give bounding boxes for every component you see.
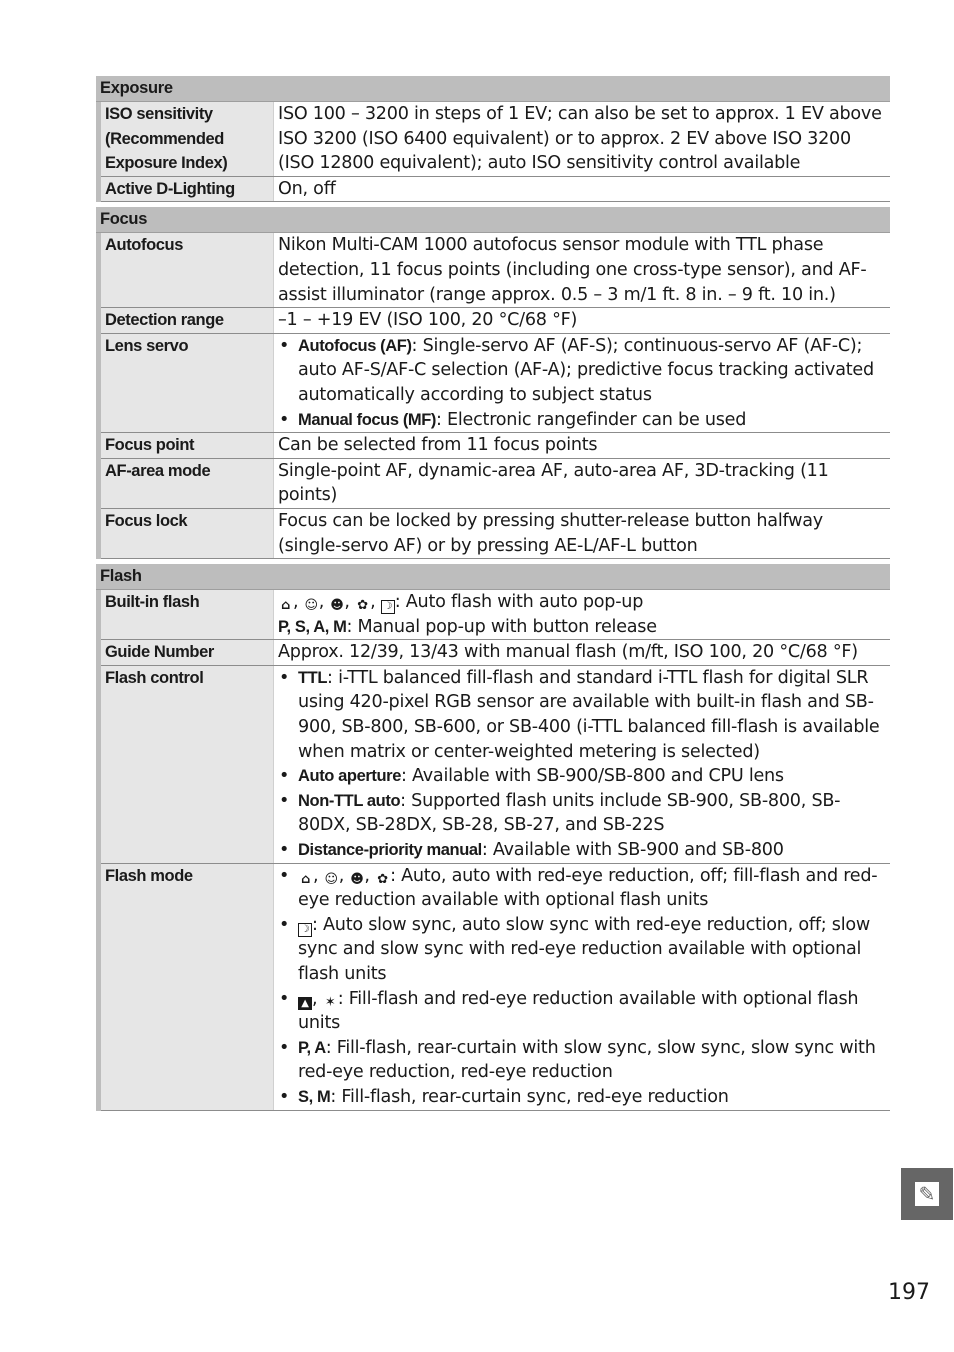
spec-row-guide-number xyxy=(101,640,890,666)
builtin-line-1-text: : Auto flash with auto pop-up xyxy=(394,592,644,613)
row-label: Lens servo xyxy=(101,334,274,432)
list-item xyxy=(278,334,890,408)
row-value: Approx. 12/39, 13/43 with manual flash (m/ft, ISO 100, 20 °C/68 °F) xyxy=(278,642,858,663)
row-label: Guide Number xyxy=(101,640,274,665)
list-item xyxy=(278,666,890,764)
section-title: Exposure xyxy=(96,76,890,102)
sports-mode-icon: ✶ xyxy=(324,994,336,1010)
row-value: ISO 100 – 3200 in steps of 1 EV; can also be set to approx. 1 EV above ISO 3200 (ISO 6400 equivalent) or to approx. 2 EV above ISO 3200 (ISO 12800 equivalent); auto ISO sensitivity control available xyxy=(278,104,882,174)
row-label: Detection range xyxy=(101,308,274,333)
item-text: : Available with SB-900 and SB-800 xyxy=(481,840,784,861)
close-up-mode-icon: ✿ xyxy=(377,871,388,887)
row-value: –1 – +19 EV (ISO 100, 20 °C/68 °F) xyxy=(278,310,578,331)
spec-row-active-d-lighting xyxy=(101,177,890,203)
row-label: Built-in flash xyxy=(101,590,274,639)
spec-row-detection-range xyxy=(101,308,890,334)
auto-mode-icon: ⌂ xyxy=(280,598,291,614)
spec-row-lens-servo xyxy=(101,334,890,433)
item-key: Manual focus (MF) xyxy=(298,410,437,429)
night-portrait-mode-icon: ☽ xyxy=(298,923,312,937)
row-value: On, off xyxy=(278,178,336,199)
list-item: • ⌂ , ☺, ☻, ✿ : Auto, auto with red-eye reduction, off; fill-flash and red-eye reduction available with optional flash units xyxy=(278,864,890,913)
section-title: Focus xyxy=(96,207,890,233)
bullet-list xyxy=(278,864,890,1110)
row-label: AF-area mode xyxy=(101,459,274,508)
spec-row-focus-lock xyxy=(101,509,890,559)
spec-table xyxy=(96,76,890,1116)
row-label: Autofocus xyxy=(101,233,274,307)
item-text: : i-TTL balanced fill-flash and standard i-TTL flash for digital SLR using 420-pixel RGB sensor are available with built-in flash and SB-900, SB-800, SB-600, or SB-400 (i-TTL balanced fill-flash is available when matrix or center-weighted metering is selected) xyxy=(298,667,880,762)
portrait-mode-icon: ☺ xyxy=(324,871,338,887)
row-value: Single-point AF, dynamic-area AF, auto-area AF, 3D-tracking (11 points) xyxy=(278,460,829,506)
spec-row-af-area-mode xyxy=(101,459,890,509)
landscape-mode-icon: ▲ xyxy=(298,997,312,1010)
list-item xyxy=(278,764,890,789)
item-text: : Single-servo AF (AF-S); continuous-servo AF (AF-C); auto AF-S/AF-C selection (AF-A); predictive focus tracking activated automatically according to subject status xyxy=(298,335,874,405)
list-item xyxy=(278,913,890,987)
item-key: Auto aperture xyxy=(298,767,401,786)
row-label: ISO sensitivity (Recommended Exposure Index) xyxy=(101,102,274,176)
list-item xyxy=(278,838,890,863)
spec-row-iso-sensitivity xyxy=(101,102,890,177)
portrait-mode-icon: ☺ xyxy=(304,598,318,614)
item-text: : Fill-flash and red-eye reduction available with optional flash units xyxy=(298,988,859,1034)
item-key: P, S, A, M xyxy=(278,617,347,636)
row-label: Focus lock xyxy=(101,509,274,558)
reference-tab-marker xyxy=(901,1168,953,1220)
item-key: Distance-priority manual xyxy=(298,841,482,860)
list-item xyxy=(278,789,890,838)
spec-row-flash-mode xyxy=(101,864,890,1111)
builtin-line-2 xyxy=(278,615,890,640)
list-item xyxy=(278,1085,890,1110)
pencil-icon: ✎ xyxy=(915,1182,939,1206)
row-value: Can be selected from 11 focus points xyxy=(278,435,598,456)
child-mode-icon: ☻ xyxy=(330,598,344,614)
item-key: Non-TTL auto xyxy=(298,791,401,810)
spec-row-flash-control xyxy=(101,666,890,864)
builtin-line-1: ⌂ , ☺, ☻, ✿ , ☽ : Auto flash with auto pop-up xyxy=(278,590,890,615)
row-value: Nikon Multi-CAM 1000 autofocus sensor module with TTL phase detection, 11 focus points (including one cross-type sensor), and AF-assist illuminator (range approx. 0.5 – 3 m/1 ft. 8 in. – 9 ft. 10 in.) xyxy=(278,235,867,305)
row-value: Focus can be locked by pressing shutter-release button halfway (single-servo AF) or by pressing AE-L/AF-L button xyxy=(278,510,823,556)
close-up-mode-icon: ✿ xyxy=(357,598,368,614)
night-portrait-mode-icon: ☽ xyxy=(381,600,395,614)
item-text: : Fill-flash, rear-curtain sync, red-eye reduction xyxy=(330,1086,729,1107)
page-number: 197 xyxy=(888,1280,930,1305)
item-text: : Auto, auto with red-eye reduction, off; fill-flash and red-eye reduction available with optional flash units xyxy=(298,865,878,911)
item-key: S, M xyxy=(298,1087,331,1106)
child-mode-icon: ☻ xyxy=(350,871,364,887)
section-title: Flash xyxy=(96,564,890,590)
bullet-list xyxy=(278,666,890,863)
row-label: Focus point xyxy=(101,433,274,458)
item-text: : Available with SB-900/SB-800 and CPU lens xyxy=(400,766,784,787)
builtin-line-2-text: : Manual pop-up with button release xyxy=(346,616,657,637)
item-text: : Fill-flash, rear-curtain with slow sync, slow sync, slow sync with red-eye reduction, red-eye reduction xyxy=(298,1037,876,1083)
spec-row-built-in-flash xyxy=(101,590,890,640)
item-key: P, A xyxy=(298,1038,326,1057)
row-label: Active D-Lighting xyxy=(101,177,274,202)
item-text: : Auto slow sync, auto slow sync with red-eye reduction, off; slow sync and slow sync with red-eye reduction available with optional flash units xyxy=(298,914,871,984)
row-label: Flash control xyxy=(101,666,274,863)
item-text: : Electronic rangefinder can be used xyxy=(436,409,747,430)
list-item xyxy=(278,408,890,433)
item-key: TTL xyxy=(298,668,328,687)
spec-row-autofocus xyxy=(101,233,890,308)
list-item xyxy=(278,1036,890,1085)
auto-mode-icon: ⌂ xyxy=(300,871,311,887)
section-flash xyxy=(96,564,890,1110)
spec-row-focus-point xyxy=(101,433,890,459)
row-label: Flash mode xyxy=(101,864,274,1110)
item-text: : Supported flash units include SB-900, SB-800, SB-80DX, SB-28DX, SB-28, SB-27, and SB-22S xyxy=(298,790,841,836)
section-focus xyxy=(96,207,890,559)
section-exposure xyxy=(96,76,890,202)
item-key: Autofocus (AF) xyxy=(298,336,412,355)
bullet-list xyxy=(278,334,890,432)
list-item: • ▲ , ✶ : Fill-flash and red-eye reduction available with optional flash units xyxy=(278,987,890,1036)
